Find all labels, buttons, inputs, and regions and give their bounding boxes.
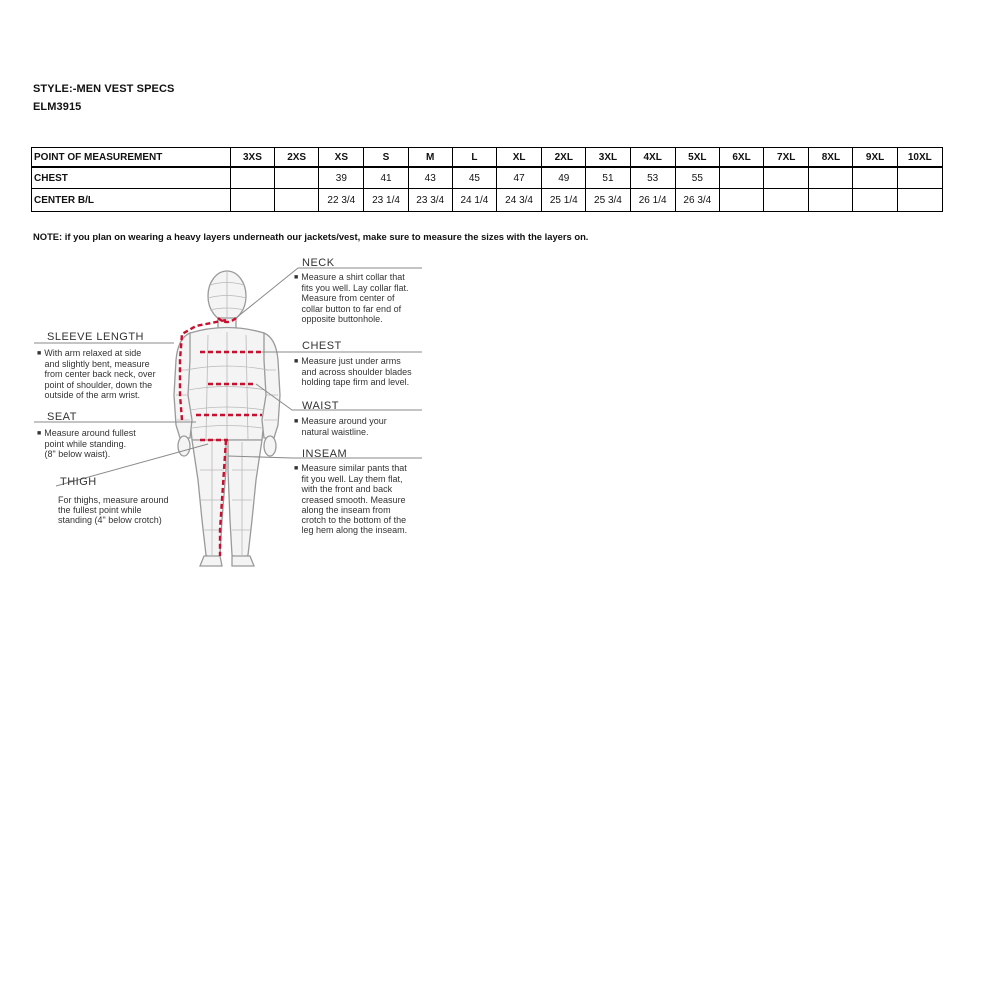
instruction-line: collar button to far end of	[301, 303, 402, 314]
measurement-dashes	[180, 318, 262, 556]
instruction-line: leg hem along the inseam.	[301, 525, 408, 536]
column-header: POINT OF MEASUREMENT	[32, 148, 231, 168]
instruction-line: (8" below waist).	[44, 449, 111, 460]
table-cell	[809, 189, 853, 212]
bullet-icon: ■	[294, 418, 299, 425]
table-cell: 49	[542, 167, 586, 189]
column-header: 2XL	[542, 148, 586, 168]
instruction-line: standing (4" below crotch)	[58, 515, 162, 526]
instruction-line: point while standing.	[44, 439, 127, 450]
table-cell: 23 1/4	[364, 189, 408, 212]
table-cell	[230, 167, 274, 189]
column-header: 10XL	[897, 148, 942, 168]
neck-instructions	[294, 272, 409, 324]
thigh-title: THIGH	[60, 476, 97, 488]
waist-title: WAIST	[302, 400, 339, 412]
table-cell	[719, 189, 763, 212]
layering-note: NOTE: if you plan on wearing a heavy layers underneath our jackets/vest, make sure to measure the sizes with the layers on.	[33, 231, 589, 242]
seat-instructions	[37, 428, 136, 460]
table-cell	[230, 189, 274, 212]
chest-instructions	[294, 356, 412, 388]
column-header: XS	[319, 148, 364, 168]
bullet-icon: ■	[294, 358, 299, 365]
instruction-line: Measure similar pants that	[301, 463, 407, 473]
style-title: STYLE:-MEN VEST SPECS	[33, 83, 175, 95]
spec-table	[31, 147, 943, 212]
instruction-line: For thighs, measure around	[58, 495, 169, 505]
column-header: 3XS	[230, 148, 274, 168]
table-cell: 24 1/4	[452, 189, 496, 212]
column-header: 4XL	[630, 148, 675, 168]
instruction-line: outside of the arm wrist.	[44, 389, 141, 400]
table-cell: 23 3/4	[408, 189, 452, 212]
table-cell: 53	[630, 167, 675, 189]
instruction-line: along the inseam from	[301, 504, 391, 515]
column-header: 8XL	[809, 148, 853, 168]
table-cell: 39	[319, 167, 364, 189]
column-header: M	[408, 148, 452, 168]
instruction-line: and slightly bent, measure	[44, 359, 150, 370]
column-header: L	[452, 148, 496, 168]
table-cell: 43	[408, 167, 452, 189]
thigh-instructions	[58, 495, 169, 526]
table-cell: 25 3/4	[586, 189, 630, 212]
bullet-icon: ■	[294, 274, 299, 281]
instruction-line: crotch to the bottom of the	[301, 515, 407, 526]
instruction-line: point of shoulder, down the	[44, 379, 153, 390]
table-cell: 51	[586, 167, 630, 189]
table-row	[32, 189, 943, 212]
table-cell	[764, 189, 809, 212]
instruction-line: holding tape firm and level.	[301, 377, 410, 388]
body-outline	[174, 271, 280, 566]
table-cell: 45	[452, 167, 496, 189]
column-header: 9XL	[853, 148, 897, 168]
table-cell: 24 3/4	[496, 189, 541, 212]
table-row	[32, 167, 943, 189]
inseam-title: INSEAM	[302, 448, 348, 460]
body-contour-lines	[176, 272, 278, 556]
instruction-line: Measure from center of	[301, 293, 395, 304]
table-cell	[275, 189, 319, 212]
instruction-line: fits you well. Lay collar flat.	[301, 283, 409, 294]
instruction-line: with the front and back	[301, 484, 393, 495]
bullet-icon: ■	[37, 350, 42, 357]
table-cell: 25 1/4	[542, 189, 586, 212]
column-header: 5XL	[675, 148, 719, 168]
style-code: ELM3915	[33, 101, 82, 113]
instruction-line: and across shoulder blades	[301, 367, 412, 378]
instruction-line: fit you well. Lay them flat,	[301, 474, 403, 485]
table-cell: 26 3/4	[675, 189, 719, 212]
sleeve-length-title: SLEEVE LENGTH	[47, 331, 144, 343]
column-header: 7XL	[764, 148, 809, 168]
table-cell	[897, 189, 942, 212]
table-cell	[275, 167, 319, 189]
table-cell	[897, 167, 942, 189]
table-cell	[853, 167, 897, 189]
table-cell: 22 3/4	[319, 189, 364, 212]
bullet-icon: ■	[37, 430, 42, 437]
table-cell	[719, 167, 763, 189]
sleeve-length-instructions	[37, 348, 156, 400]
instruction-line: from center back neck, over	[44, 369, 156, 380]
instruction-line: Measure around your	[301, 416, 387, 426]
column-header: XL	[496, 148, 541, 168]
instruction-line: Measure just under arms	[301, 356, 401, 366]
instruction-line: With arm relaxed at side	[44, 348, 142, 358]
instruction-line: Measure around fullest	[44, 428, 136, 438]
table-cell: 41	[364, 167, 408, 189]
table-cell: 55	[675, 167, 719, 189]
column-header: 6XL	[719, 148, 763, 168]
seat-title: SEAT	[47, 411, 77, 423]
table-cell: 47	[496, 167, 541, 189]
table-cell	[853, 189, 897, 212]
table-header-row	[32, 148, 943, 168]
bullet-icon: ■	[294, 465, 299, 472]
chest-title: CHEST	[302, 340, 342, 352]
instruction-line: natural waistline.	[301, 427, 369, 438]
waist-instructions	[294, 416, 387, 437]
column-header: 2XS	[275, 148, 319, 168]
inseam-instructions	[294, 463, 407, 535]
instruction-line: the fullest point while	[58, 505, 142, 516]
instruction-line: Measure a shirt collar that	[301, 272, 405, 282]
row-label: CHEST	[32, 167, 231, 189]
instruction-line: opposite buttonhole.	[301, 313, 383, 324]
column-header: 3XL	[586, 148, 630, 168]
column-header: S	[364, 148, 408, 168]
table-cell: 26 1/4	[630, 189, 675, 212]
row-label: CENTER B/L	[32, 189, 231, 212]
neck-title: NECK	[302, 257, 335, 269]
table-cell	[764, 167, 809, 189]
instruction-line: creased smooth. Measure	[301, 494, 406, 505]
table-cell	[809, 167, 853, 189]
